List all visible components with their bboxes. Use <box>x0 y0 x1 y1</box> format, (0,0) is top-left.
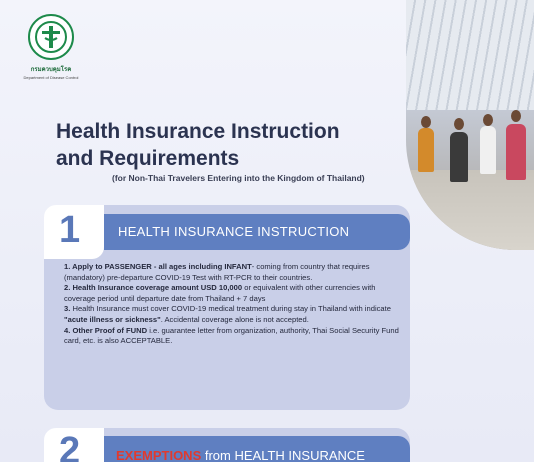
instruction-text: i.e. guarantee letter from organization, authority, Thai Social Security Fund card, etc. is also ACCEPTABLE. <box>64 325 399 346</box>
instruction-bold: 3. <box>64 304 71 314</box>
section-2-number: 2 <box>59 430 81 462</box>
section-2-heading-red: EXEMPTIONS <box>116 448 202 462</box>
section-1-card <box>44 205 410 410</box>
traveler-figure <box>480 126 496 174</box>
airport-photo <box>406 0 534 250</box>
section-1-body <box>64 262 404 347</box>
instruction-bold: 2. Health Insurance coverage amount USD 10,000 <box>64 283 243 293</box>
traveler-head <box>511 110 521 122</box>
instruction-bold: 1. Apply to PASSENGER - all ages including INFANT <box>64 262 252 271</box>
logo <box>16 14 86 80</box>
traveler-head <box>454 118 464 130</box>
instruction-item <box>64 262 404 283</box>
ddc-emblem-icon <box>28 14 74 60</box>
instruction-item <box>64 304 404 325</box>
traveler-figure <box>506 124 526 180</box>
section-2-heading-bar <box>104 436 410 462</box>
instruction-bold: 4. Other Proof of FUND <box>64 325 148 335</box>
section-1-number-box <box>44 205 104 259</box>
title-line-1: Health Insurance Instruction <box>56 120 340 143</box>
traveler-figure <box>418 128 434 172</box>
section-1-heading-bar <box>104 214 410 250</box>
section-2-heading <box>116 448 365 462</box>
photo-ceiling <box>406 0 534 110</box>
page-subtitle: (for Non-Thai Travelers Entering into the Kingdom of Thailand) <box>112 173 365 183</box>
instruction-bold: "acute illness or sickness" <box>64 314 161 324</box>
section-1-heading: HEALTH INSURANCE INSTRUCTION <box>118 224 350 239</box>
traveler-head <box>483 114 493 126</box>
section-2-card <box>44 428 410 462</box>
page-title <box>56 118 386 172</box>
logo-org-en: Department of Disease Control <box>23 75 79 80</box>
instruction-text: or equivalent with other currencies with coverage period until departure date from Thailand + 7 days <box>64 283 376 303</box>
photo-floor <box>406 170 534 250</box>
instruction-text: . Accidental coverage alone is not accepted. <box>160 314 309 324</box>
section-1-number: 1 <box>59 209 81 251</box>
instruction-item <box>64 326 404 347</box>
logo-org-thai: กรมควบคุมโรค <box>30 67 72 73</box>
instruction-item <box>64 283 404 304</box>
instruction-text: Health Insurance must cover COVID-19 medical treatment during stay in Thailand with indicate <box>70 304 391 314</box>
traveler-head <box>421 116 431 128</box>
section-2-number-box <box>44 428 104 462</box>
section-2-heading-rest: from HEALTH INSURANCE <box>201 448 365 462</box>
instruction-text: - coming from country that requires (mandatory) pre-departure COVID-19 Test with RT-PCR to their countries. <box>64 262 370 282</box>
title-line-2: and Requirements <box>56 147 240 170</box>
traveler-figure <box>450 132 468 182</box>
